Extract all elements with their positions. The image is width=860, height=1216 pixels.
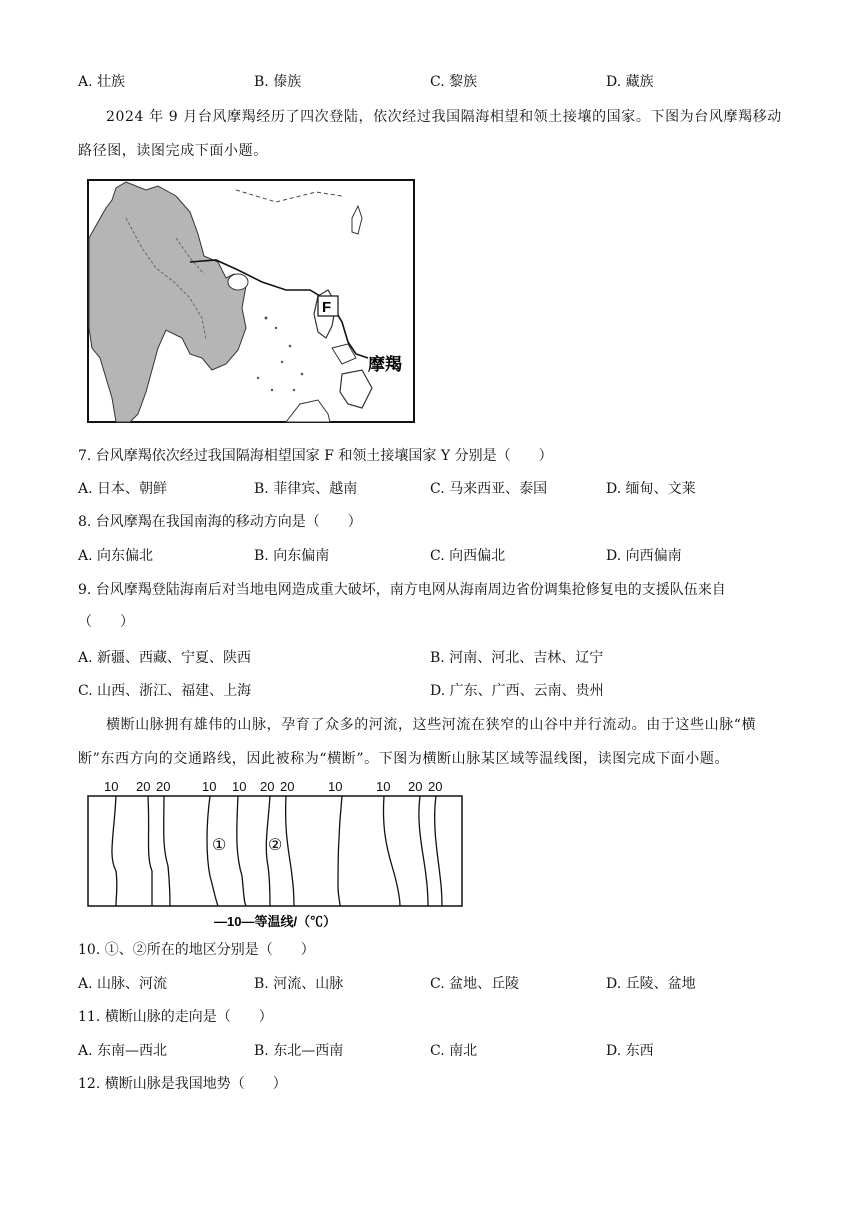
q7-stem: 7. 台风摩羯依次经过我国隔海相望国家 F 和领土接壤国家 Y 分别是（ ）: [78, 448, 553, 464]
q10-option-c: C. 盆地、丘陵: [430, 976, 520, 992]
isotherm-top-label: 10: [232, 779, 247, 794]
q11-option-d: D. 东西: [606, 1043, 654, 1059]
prev-option-d: D. 藏族: [606, 74, 654, 90]
isotherm-top-label: 20: [260, 779, 275, 794]
q8-option-b: B. 向东偏南: [254, 548, 330, 564]
passage-typhoon: 2024 年 9 月台风摩羯经历了四次登陆，依次经过我国隔海相望和领土接壤的国家。下图为台风摩羯移动路径图，读图完成下面小题。: [78, 109, 782, 159]
prev-option-b: B. 傣族: [254, 74, 302, 90]
typhoon-path-map: [86, 178, 416, 424]
q7-option-c: C. 马来西亚、泰国: [430, 481, 548, 497]
isotherm-legend: —10—等温线/（℃）: [214, 914, 337, 928]
isotherm-top-label: 10: [202, 779, 217, 794]
q11-option-a: A. 东南—西北: [78, 1043, 168, 1059]
q10-option-b: B. 河流、山脉: [254, 976, 344, 992]
q7-option-a: A. 日本、朝鲜: [78, 481, 168, 497]
q8-option-a: A. 向东偏北: [78, 548, 154, 564]
prev-option-a: A. 壮族: [78, 74, 126, 90]
q9-option-c: C. 山西、浙江、福建、上海: [78, 683, 252, 699]
map-label-f: F: [322, 299, 332, 316]
isotherm-top-label: 20: [428, 779, 443, 794]
isotherm-label-2: ②: [268, 837, 283, 854]
q10-stem: 10. ①、②所在的地区分别是（ ）: [78, 942, 315, 958]
q9-stem-cont: （ ）: [78, 614, 134, 630]
q11-option-b: B. 东北—西南: [254, 1043, 344, 1059]
isotherm-top-label: 20: [408, 779, 423, 794]
isotherm-top-label: 20: [280, 779, 295, 794]
prev-option-c: C. 黎族: [430, 74, 478, 90]
q10-option-d: D. 丘陵、盆地: [606, 976, 696, 992]
q7-option-d: D. 缅甸、文莱: [606, 481, 696, 497]
q9-stem: 9. 台风摩羯登陆海南后对当地电网造成重大破坏，南方电网从海南周边省份调集抢修复电的支援队伍来自: [78, 582, 726, 598]
passage-hengduan: 横断山脉拥有雄伟的山脉，孕育了众多的河流，这些河流在狭窄的山谷中并行流动。由于这些山脉“横断”东西方向的交通路线，因此被称为“横断”。下图为横断山脉某区域等温线图，读图完成下面小题。: [78, 717, 757, 767]
q8-stem: 8. 台风摩羯在我国南海的移动方向是（ ）: [78, 514, 362, 530]
q8-option-c: C. 向西偏北: [430, 548, 506, 564]
isotherm-top-label: 10: [104, 779, 119, 794]
q9-option-b: B. 河南、河北、吉林、辽宁: [430, 650, 604, 666]
q10-option-a: A. 山脉、河流: [78, 976, 168, 992]
q9-option-d: D. 广东、广西、云南、贵州: [430, 683, 604, 699]
isotherm-top-label: 10: [328, 779, 343, 794]
q7-option-b: B. 菲律宾、越南: [254, 481, 358, 497]
isotherm-top-label: 10: [376, 779, 391, 794]
isotherm-label-1: ①: [212, 837, 227, 854]
q12-stem: 12. 横断山脉是我国地势（ ）: [78, 1076, 287, 1092]
isotherm-top-label: 20: [156, 779, 171, 794]
q11-stem: 11. 横断山脉的走向是（ ）: [78, 1009, 273, 1025]
map-label-typhoon: 摩羯: [368, 355, 402, 375]
isotherm-top-label: 20: [136, 779, 151, 794]
q8-option-d: D. 向西偏南: [606, 548, 682, 564]
q9-option-a: A. 新疆、西藏、宁夏、陕西: [78, 650, 252, 666]
q11-option-c: C. 南北: [430, 1043, 478, 1059]
isotherm-map: [86, 776, 466, 928]
